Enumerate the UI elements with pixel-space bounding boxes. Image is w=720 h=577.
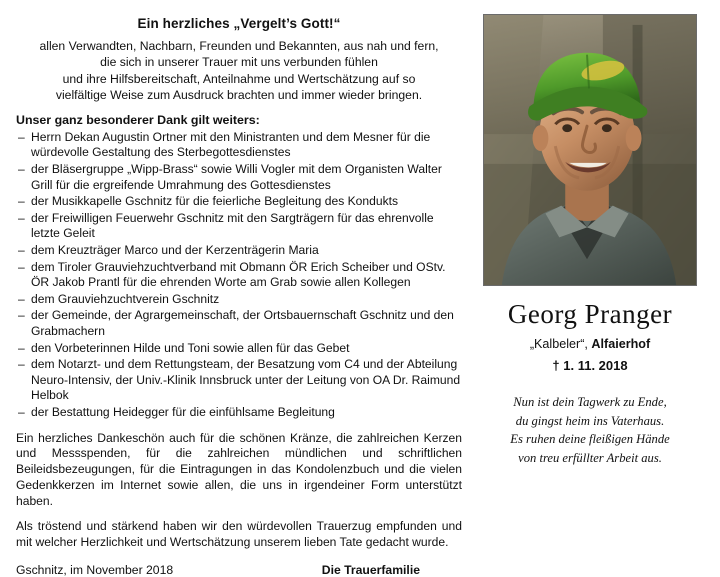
list-item xyxy=(16,260,462,291)
list-item xyxy=(16,405,462,421)
deceased-name: Georg Pranger xyxy=(507,299,673,329)
list-item-text: der Gemeinde, der Agrargemeinschaft, der Ortsbauernschaft Gschnitz und den Grabmachern xyxy=(31,308,454,338)
dash-marker: – xyxy=(18,243,25,258)
list-item-text: dem Notarzt- und dem Rettungsteam, der Besatzung vom C4 und der Abteilung Neuro-Intensiv, der Univ.-Klinik Innsbruck unter der Leitung von OA Dr. Raimund Helbok xyxy=(31,357,461,403)
list-item-text: der Freiwilligen Feuerwehr Gschnitz mit den Sargträgern für das ehrenvolle letzte Geleit xyxy=(31,210,434,241)
footer xyxy=(16,559,462,577)
dash-marker: – xyxy=(18,357,25,372)
nickname: „Kalbeler“, xyxy=(529,337,588,351)
portrait-photo xyxy=(483,14,697,286)
list-item-text: der Musikkapelle Gschnitz für die feierliche Begleitung des Kondukts xyxy=(31,194,399,209)
list-item xyxy=(16,341,462,357)
farm-name: Alfaierhof xyxy=(591,337,651,351)
footer-family: Die Trauerfamilie xyxy=(321,563,420,577)
list-item xyxy=(16,292,462,308)
list-item-text: der Bestattung Heidegger für die einfühlsame Begleitung xyxy=(31,404,335,419)
intro-line: vielfältige Weise zum Ausdruck brachten und immer wieder bringen. xyxy=(55,88,423,103)
intro-line: die sich in unserer Trauer mit uns verbunden fühlen xyxy=(100,55,378,70)
dash-marker: – xyxy=(18,340,25,355)
intro-line: und ihre Hilfsbereitschaft, Anteilnahme und Wertschätzung auf so xyxy=(62,71,416,86)
dash-marker: – xyxy=(18,162,25,177)
list-item-text: den Vorbeterinnen Hilde und Toni sowie allen für das Gebet xyxy=(31,340,350,355)
dash-marker: – xyxy=(18,308,25,323)
verse-line: von treu erfüllter Arbeit aus. xyxy=(518,450,662,465)
nickname-line xyxy=(530,337,650,351)
list-item xyxy=(16,357,462,404)
memorial-column xyxy=(476,14,704,554)
list-item-text: dem Tiroler Grauviehzuchtverband mit Obmann ÖR Erich Scheiber und OStv. ÖR Jakob Prantl für die ehrenden Worte am Grab sowie allen Kollegen xyxy=(31,259,446,290)
footer-place-date: Gschnitz, im November 2018 xyxy=(16,563,174,577)
thanks-title: Unser ganz besonderer Dank gilt weiters: xyxy=(16,112,260,127)
intro-line: allen Verwandten, Nachbarn, Freunden und Bekannten, aus nah und fern, xyxy=(39,39,439,53)
headline: Ein herzliches „Vergelt’s Gott!“ xyxy=(137,16,341,31)
dash-marker: – xyxy=(18,210,25,225)
dash-marker: – xyxy=(18,259,25,274)
verse-line: Es ruhen deine fleißigen Hände xyxy=(510,432,670,447)
list-item xyxy=(16,162,462,193)
list-item xyxy=(16,308,462,339)
dash-marker: – xyxy=(18,129,25,144)
dash-marker: – xyxy=(18,194,25,209)
text-column xyxy=(16,14,476,577)
dash-marker: – xyxy=(18,291,25,306)
list-item xyxy=(16,130,462,161)
list-item-text: Herrn Dekan Augustin Ortner mit den Ministranten und dem Mesner für die würdevolle Gestaltung des Sterbegottesdienstes xyxy=(31,129,431,160)
intro-block xyxy=(16,38,462,104)
paragraph-procession: Als tröstend und stärkend haben wir den würdevollen Trauerzug empfunden und mit welcher Herzlichkeit und Wertschätzung unserem lieben Tate gedacht wurde. xyxy=(16,518,462,549)
memorial-verse xyxy=(510,393,669,468)
list-item-text: dem Grauviehzuchtverein Gschnitz xyxy=(31,291,220,306)
verse-line: du gingst heim ins Vaterhaus. xyxy=(515,413,665,428)
list-item xyxy=(16,243,462,259)
dash-marker: – xyxy=(18,404,25,419)
list-item xyxy=(16,211,462,242)
list-item-text: der Bläsergruppe „Wipp-Brass“ sowie Willi Vogler mit dem Organisten Walter Grill für die ergreifende Umrahmung des Gottesdienstes xyxy=(31,162,442,192)
portrait-illustration xyxy=(484,15,696,285)
thanks-list xyxy=(16,130,462,422)
death-date: † 1. 11. 2018 xyxy=(552,358,628,373)
list-item xyxy=(16,194,462,210)
verse-line: Nun ist dein Tagwerk zu Ende, xyxy=(513,395,667,409)
paragraph-thanks: Ein herzliches Dankeschön auch für die schönen Kränze, die zahlreichen Kerzen und Messspenden, für die zahlreichen mündlichen und schriftlichen Beileidsbezeugungen, für die Eintragungen in das Kondolenzbuch und die vielen Gedenkkerzen im Internet sowie allen, die uns in irgendeiner Form unterstützt haben. xyxy=(16,430,462,508)
list-item-text: dem Kreuzträger Marco und der Kerzenträgerin Maria xyxy=(31,243,319,258)
